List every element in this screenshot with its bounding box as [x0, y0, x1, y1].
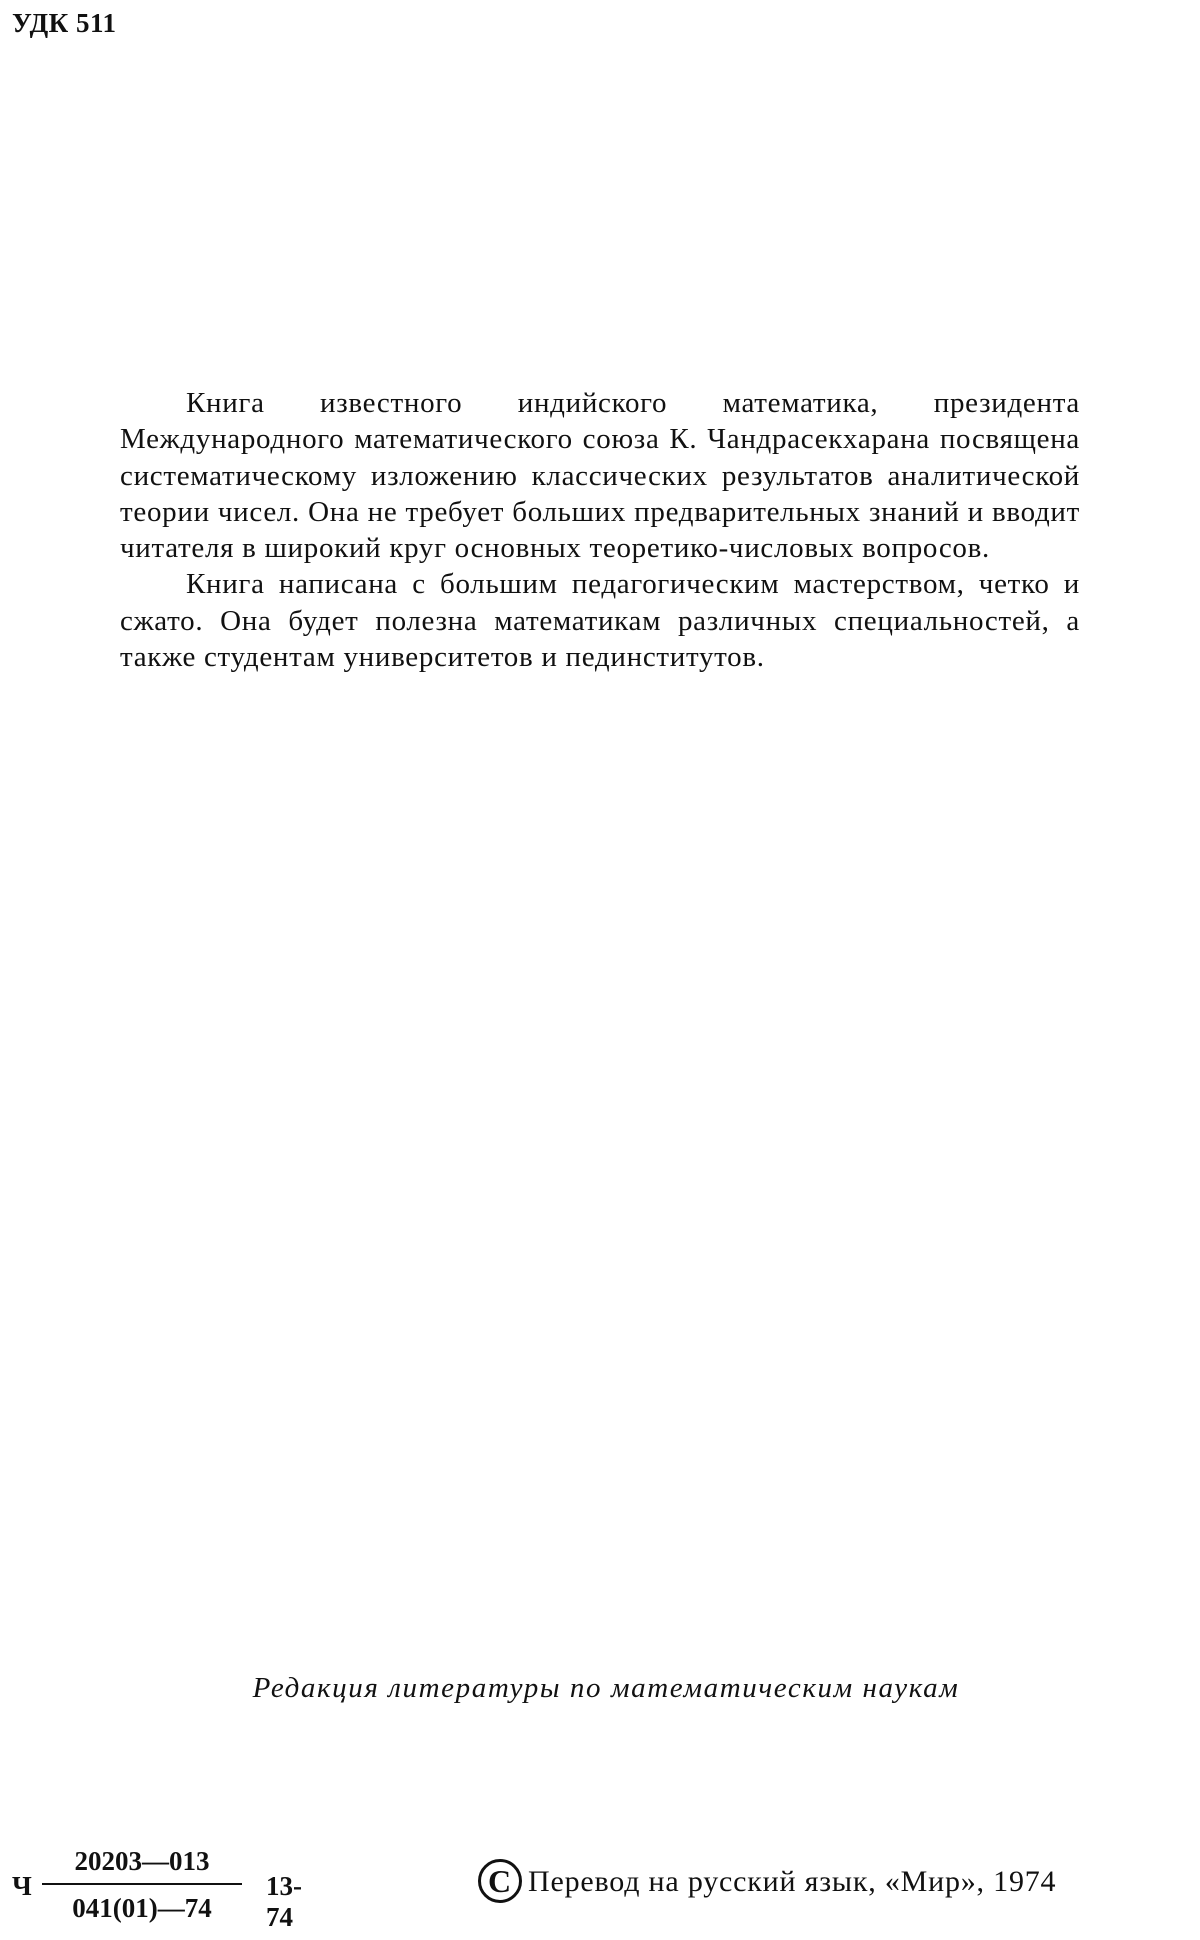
annotation-paragraph-1: Книга известного индийского математика, президента Международного математического союза К. Чандрасекхарана посвящена систематическому изложению классических результатов аналитической теории чисел. Она не требует больших предварительных знаний и вводит читателя в широкий круг основных теоретико-числовых вопросов. — [120, 387, 1080, 565]
catalog-numerator: 20203—013 — [42, 1846, 242, 1885]
catalog-fraction — [42, 1846, 242, 1924]
copyright-text: Перевод на русский язык, «Мир», 1974 — [528, 1864, 1057, 1898]
editorial-department: Редакция литературы по математическим наукам — [252, 1672, 960, 1704]
udk-code: УДК 511 — [12, 8, 117, 38]
book-annotation — [120, 385, 1080, 675]
annotation-paragraph-2: Книга написана с большим педагогическим мастерством, четко и сжато. Она будет полезна математикам различных специальностей, а также студентам университетов и пединститутов. — [120, 568, 1080, 674]
catalog-prefix: Ч — [12, 1871, 32, 1901]
copyright-icon: C — [478, 1859, 522, 1903]
catalog-denominator: 041(01)—74 — [72, 1893, 212, 1923]
copyright-notice — [478, 1862, 1056, 1906]
catalog-suffix: 13-74 — [266, 1871, 302, 1932]
